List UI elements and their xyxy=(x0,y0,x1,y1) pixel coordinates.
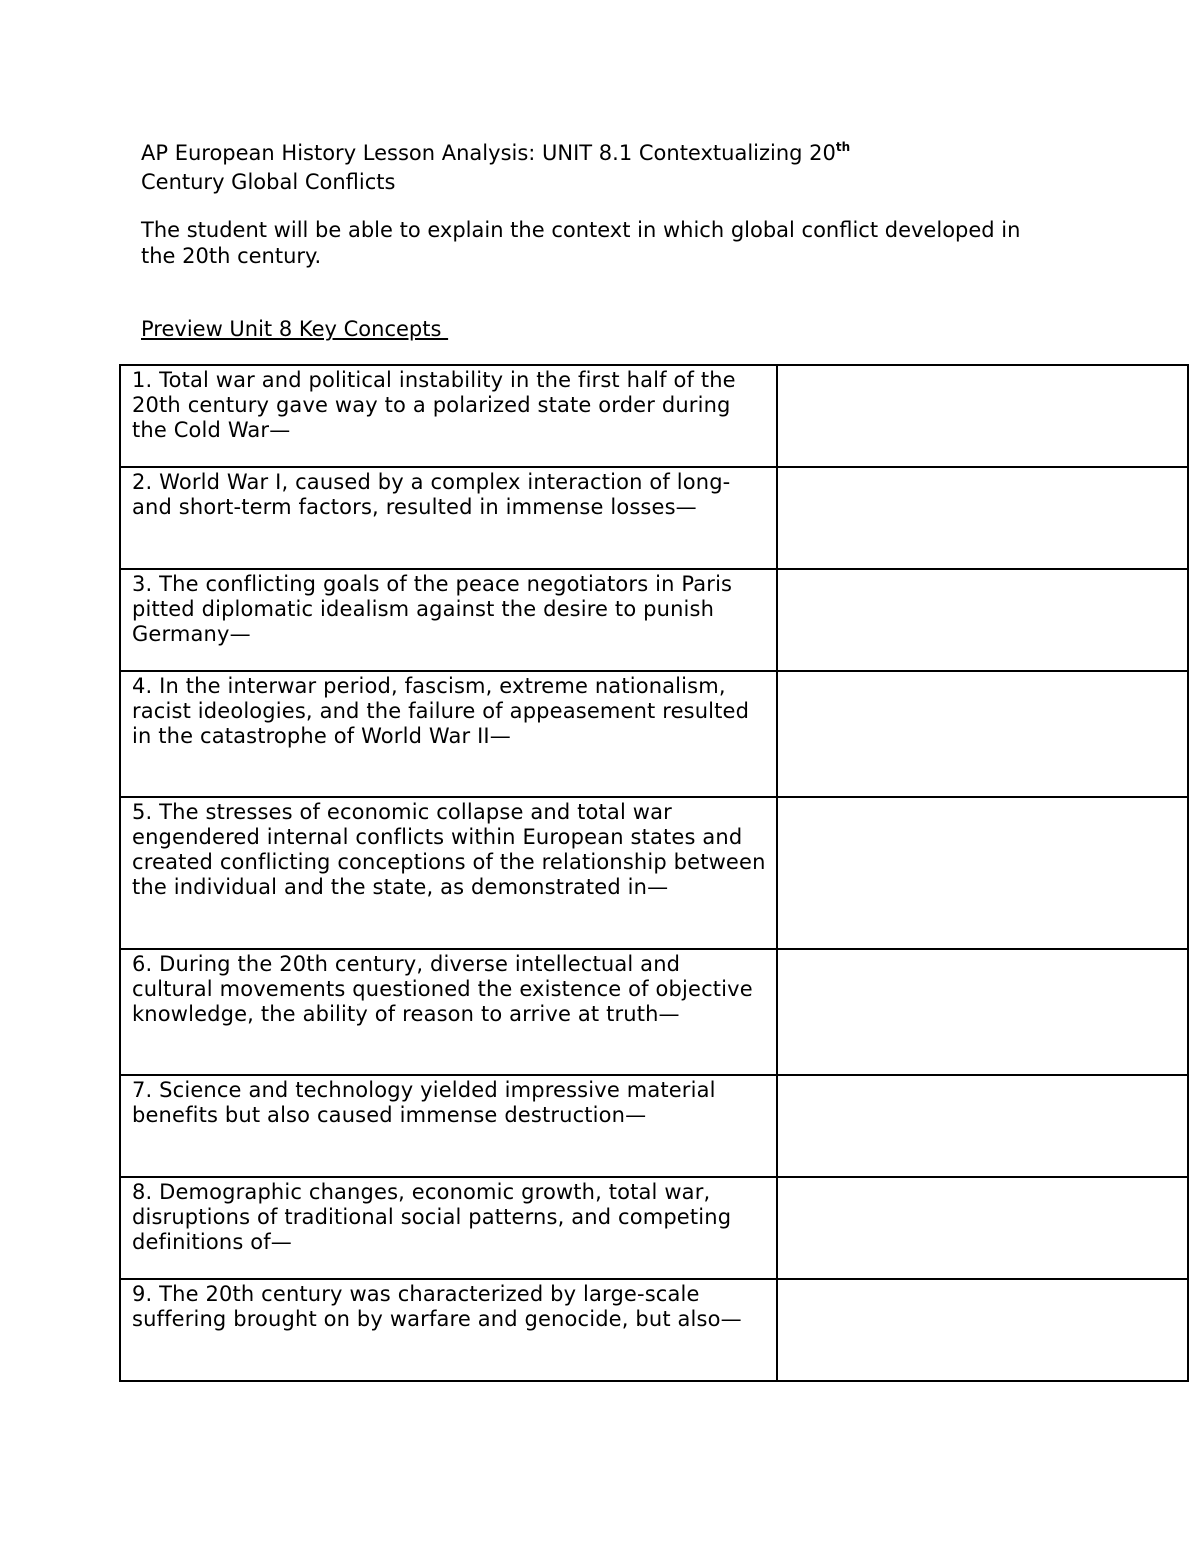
concept-cell: 8. Demographic changes, economic growth, total war, disruptions of traditional social patterns, and competing definitions of— xyxy=(120,1177,777,1279)
answer-cell[interactable] xyxy=(777,467,1188,569)
table-row xyxy=(120,467,1188,569)
table-row xyxy=(120,949,1188,1075)
answer-cell[interactable] xyxy=(777,1279,1188,1381)
concept-cell: 1. Total war and political instability in the first half of the 20th century gave way to a polarized state order during the Cold War— xyxy=(120,365,777,467)
table-row xyxy=(120,365,1188,467)
table-row xyxy=(120,671,1188,797)
answer-cell[interactable] xyxy=(777,365,1188,467)
learning-objective: The student will be able to explain the context in which global conflict developed in the 20th century. xyxy=(141,218,1021,268)
answer-cell[interactable] xyxy=(777,1177,1188,1279)
answer-cell[interactable] xyxy=(777,671,1188,797)
table-row xyxy=(120,1075,1188,1177)
concept-cell: 7. Science and technology yielded impressive material benefits but also caused immense destruction— xyxy=(120,1075,777,1177)
answer-cell[interactable] xyxy=(777,1075,1188,1177)
concept-cell: 6. During the 20th century, diverse intellectual and cultural movements questioned the existence of objective knowledge, the ability of reason to arrive at truth— xyxy=(120,949,777,1075)
key-concepts-table xyxy=(119,364,1189,1382)
document-title xyxy=(141,139,1041,197)
title-line-1: AP European History Lesson Analysis: UNIT 8.1 Contextualizing 20 xyxy=(141,141,836,165)
table-row xyxy=(120,1177,1188,1279)
title-superscript: th xyxy=(835,140,851,154)
answer-cell[interactable] xyxy=(777,569,1188,671)
table-row xyxy=(120,1279,1188,1381)
concept-cell: 3. The conflicting goals of the peace negotiators in Paris pitted diplomatic idealism against the desire to punish Germany— xyxy=(120,569,777,671)
answer-cell[interactable] xyxy=(777,797,1188,949)
table-row xyxy=(120,797,1188,949)
section-heading: Preview Unit 8 Key Concepts xyxy=(141,317,449,341)
table-row xyxy=(120,569,1188,671)
concept-cell: 2. World War I, caused by a complex interaction of long- and short-term factors, resulted in immense losses— xyxy=(120,467,777,569)
concept-cell: 5. The stresses of economic collapse and total war engendered internal conflicts within European states and created conflicting conceptions of the relationship between the individual and the state, as demonstrated in— xyxy=(120,797,777,949)
concept-cell: 9. The 20th century was characterized by large-scale suffering brought on by warfare and genocide, but also— xyxy=(120,1279,777,1381)
concept-cell: 4. In the interwar period, fascism, extreme nationalism, racist ideologies, and the failure of appeasement resulted in the catastrophe of World War II— xyxy=(120,671,777,797)
answer-cell[interactable] xyxy=(777,949,1188,1075)
title-line-2: Century Global Conflicts xyxy=(141,170,396,194)
